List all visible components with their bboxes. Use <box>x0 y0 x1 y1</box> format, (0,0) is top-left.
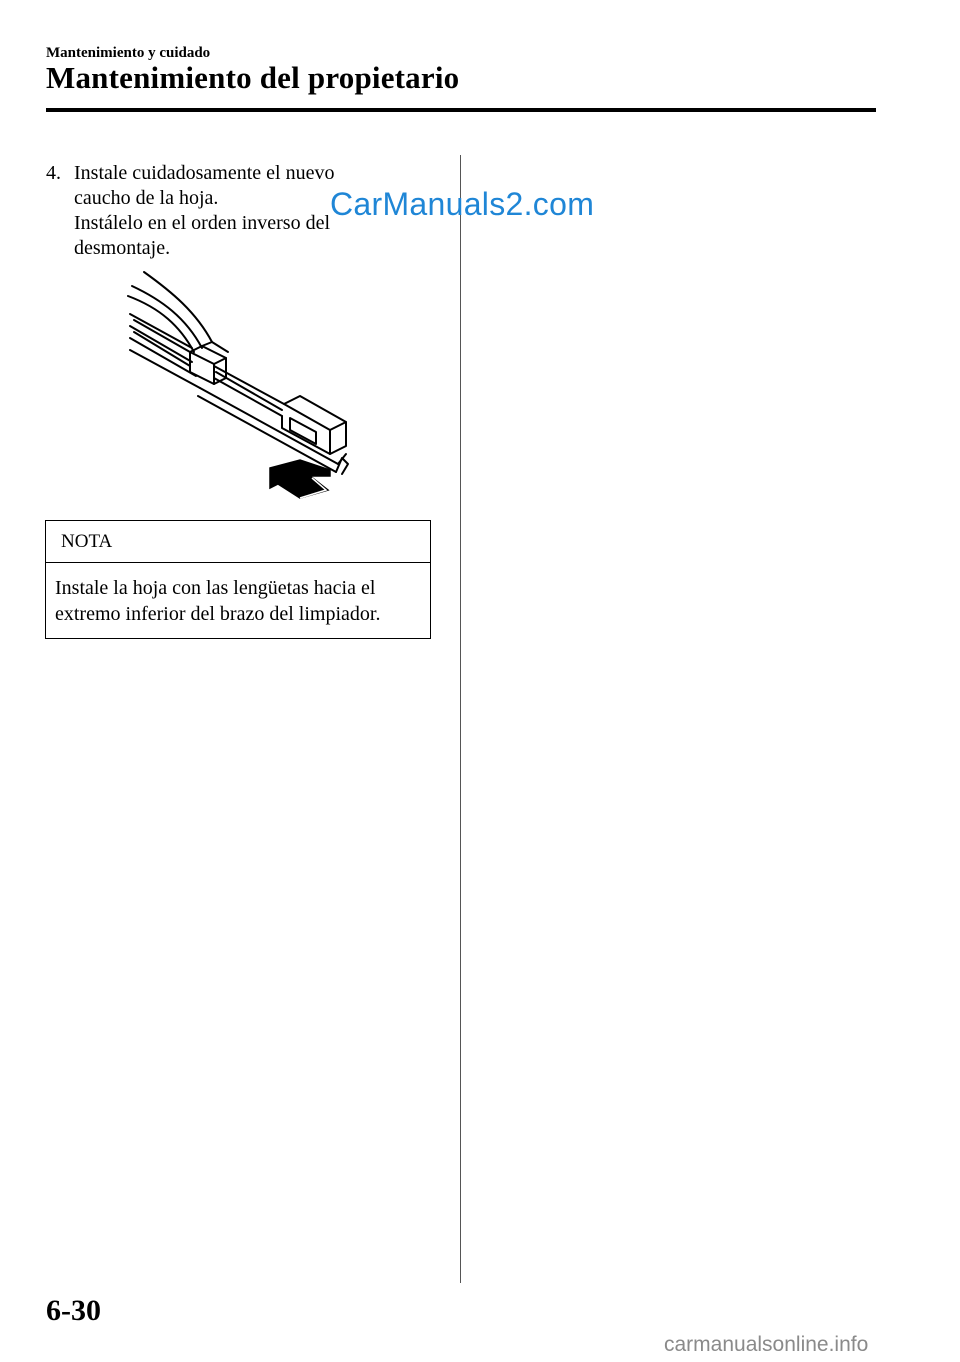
page-title: Mantenimiento del propietario <box>46 60 460 95</box>
footer-watermark: carmanualsonline.info <box>664 1333 869 1356</box>
note-line: Instale la hoja con las lengüetas hacia el <box>55 577 376 599</box>
step-line: Instálelo en el orden inverso del <box>74 212 331 234</box>
page-number: 6-30 <box>46 1294 101 1327</box>
column-divider <box>460 155 461 1283</box>
breadcrumb: Mantenimiento y cuidado <box>46 45 211 61</box>
note-line: extremo inferior del brazo del limpiador. <box>55 603 381 625</box>
note-heading: NOTA <box>46 521 430 563</box>
note-box <box>45 520 431 639</box>
wiper-blade-illustration <box>120 268 360 508</box>
title-rule <box>46 108 876 112</box>
step-line: Instale cuidadosamente el nuevo <box>74 162 335 184</box>
watermark: CarManuals2.com <box>330 186 595 222</box>
step-line: caucho de la hoja. <box>74 187 219 209</box>
step-line: desmontaje. <box>74 237 171 259</box>
step-number: 4. <box>46 162 61 184</box>
note-body <box>46 563 430 627</box>
